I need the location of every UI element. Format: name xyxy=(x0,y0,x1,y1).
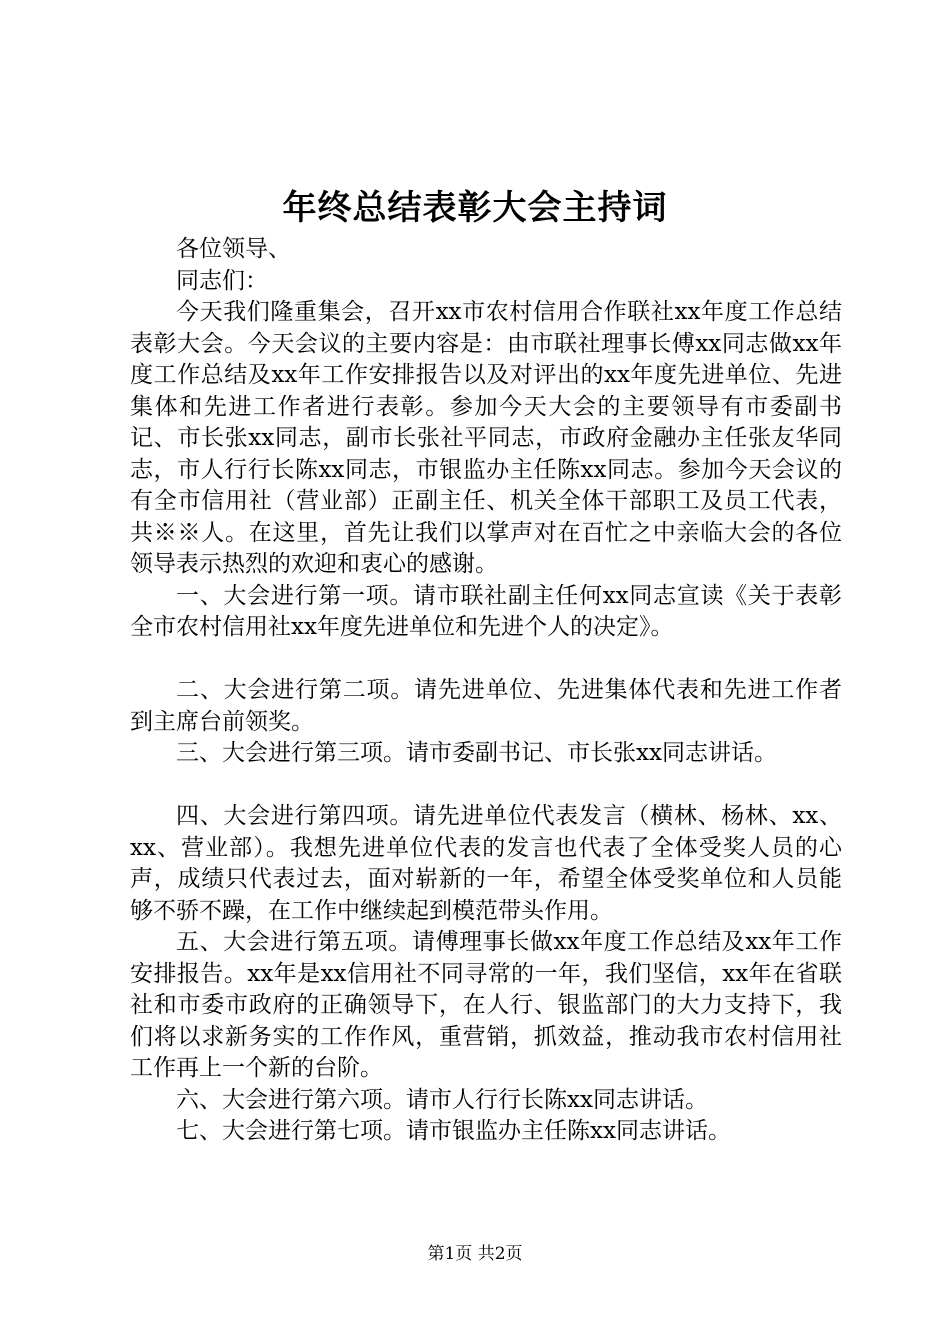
agenda-item-7: 七、大会进行第七项。请市银监办主任陈xx同志讲话。 xyxy=(176,1118,731,1144)
agenda-item-2: 二、大会进行第二项。请先进单位、先进集体代表和先进工作者到主席台前领奖。 xyxy=(130,677,842,735)
document-body xyxy=(130,234,842,1148)
salutation-comrades: 同志们： xyxy=(176,267,268,294)
page-number: 第1页 共2页 xyxy=(427,1244,523,1264)
blank-line xyxy=(130,644,842,676)
agenda-item-4: 四、大会进行第四项。请先进单位代表发言（横林、杨林、xx、xx、营业部）。我想先进单位代表的发言也代表了全体受奖人员的心声，成绩只代表过去，面对崭新的一年，希望全体受奖单位和人员能够不骄不躁，在工作中继续起到模范带头作用。 xyxy=(130,803,842,924)
agenda-item-1: 一、大会进行第一项。请市联社副主任何xx同志宣读《关于表彰全市农村信用社xx年度先进单位和先进个人的决定》。 xyxy=(130,582,842,640)
salutation-leaders: 各位领导、 xyxy=(176,236,291,262)
agenda-item-6: 六、大会进行第六项。请市人行行长陈xx同志讲话。 xyxy=(176,1086,708,1113)
blank-line xyxy=(130,770,842,802)
document-title: 年终总结表彰大会主持词 xyxy=(282,188,668,228)
agenda-item-3: 三、大会进行第三项。请市委副书记、市长张xx同志讲话。 xyxy=(176,740,777,766)
opening-paragraph: 今天我们隆重集会，召开xx市农村信用合作联社xx年度工作总结表彰大会。今天会议的主要内容是：由市联社理事长傅xx同志做xx年度工作总结及xx年工作安排报告以及对评出的xx年度先进单位、先进集体和先进工作者进行表彰。参加今天大会的主要领导有市委副书记、市长张xx同志，副市长张社平同志，市政府金融办主任张友华同志，市人行行长陈xx同志，市银监办主任陈xx同志。参加今天会议的有全市信用社（营业部）正副主任、机关全体干部职工及员工代表，共※※人。在这里，首先让我们以掌声对在百忙之中亲临大会的各位领导表示热烈的欢迎和衷心的感谢。 xyxy=(130,299,842,577)
agenda-item-5: 五、大会进行第五项。请傅理事长做xx年度工作总结及xx年工作安排报告。xx年是xx信用社不同寻常的一年，我们坚信，xx年在省联社和市委市政府的正确领导下，在人行、银监部门的大力支持下，我们将以求新务实的工作作风，重营销，抓效益，推动我市农村信用社工作再上一个新的台阶。 xyxy=(130,929,842,1081)
